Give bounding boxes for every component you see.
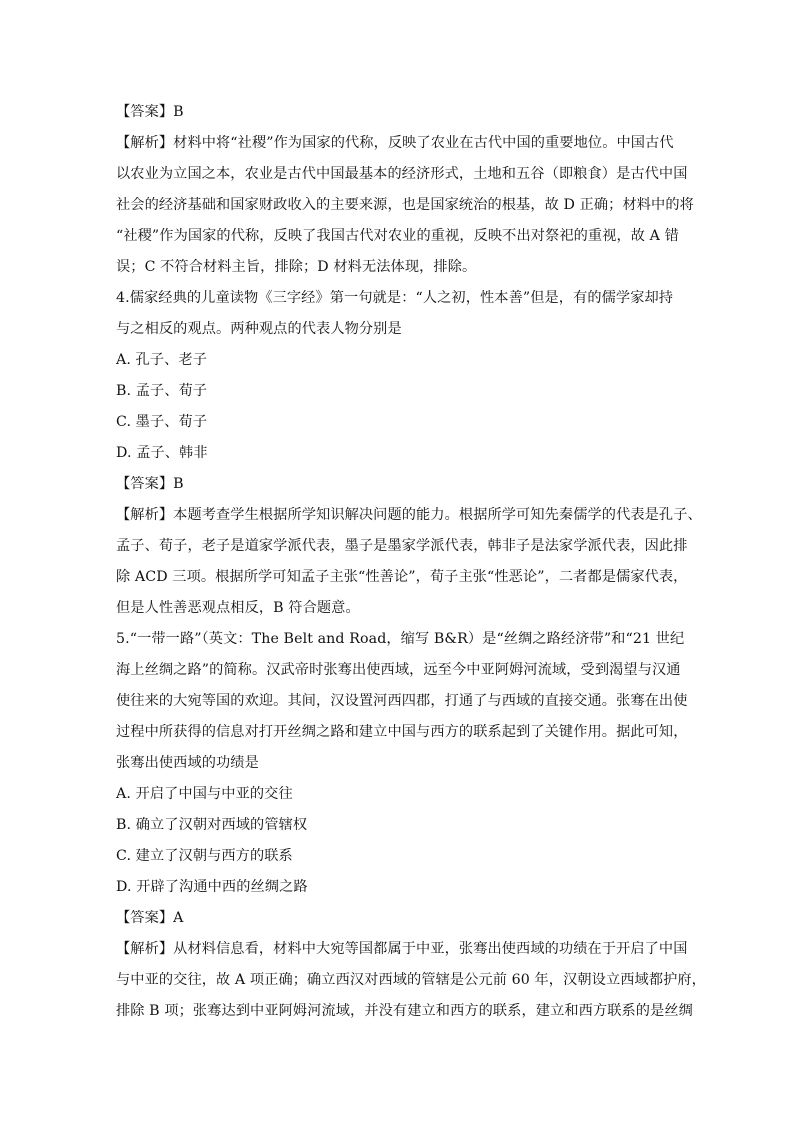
q5-option-a: A. 开启了中国与中亚的交往: [116, 786, 293, 802]
q5-analysis-line: 与中亚的交往，故 A 项正确；确立西汉对西域的管辖是公元前 60 年，汉朝设立西域都护府，: [116, 972, 706, 988]
q4-option-b: B. 孟子、荀子: [116, 383, 208, 399]
q4-analysis-line: 孟子、荀子，老子是道家学派代表，墨子是墨家学派代表，韩非子是法家学派代表，因此排: [116, 538, 688, 554]
q4-stem-line: 与之相反的观点。两种观点的代表人物分别是: [116, 321, 402, 337]
q5-stem-line: 过程中所获得的信息对打开丝绸之路和建立中国与西方的联系起到了关键作用。据此可知，: [116, 724, 688, 740]
q5-stem-line: 张骞出使西域的功绩是: [116, 755, 259, 771]
q4-analysis-line: 除 ACD 三项。根据所学可知孟子主张“性善论”，荀子主张“性恶论”，二者都是儒家代表，: [116, 569, 688, 585]
q5-option-b: B. 确立了汉朝对西域的管辖权: [116, 817, 308, 833]
q3-analysis-line: 以农业为立国之本，农业是古代中国最基本的经济形式，土地和五谷（即粮食）是古代中国: [116, 166, 688, 182]
q5-analysis-line: 排除 B 项；张骞达到中亚阿姆河流域，并没有建立和西方的联系，建立和西方联系的是丝绸: [116, 1003, 693, 1019]
q5-option-d: D. 开辟了沟通中西的丝绸之路: [116, 879, 308, 895]
q3-analysis-line: 【解析】材料中将“社稷”作为国家的代称，反映了农业在古代中国的重要地位。中国古代: [116, 135, 674, 151]
q3-analysis-line: 社会的经济基础和国家财政收入的主要来源，也是国家统治的根基，故 D 正确；材料中的将: [116, 197, 694, 213]
q5-answer: 【答案】A: [116, 910, 184, 926]
q4-analysis-line: 【解析】本题考查学生根据所学知识解决问题的能力。根据所学可知先秦儒学的代表是孔子、: [116, 507, 702, 523]
q4-option-c: C. 墨子、荀子: [116, 414, 208, 430]
q5-stem-line: 5.“一带一路”（英文：The Belt and Road，缩写 B&R）是“丝绸之路经济带”和“21 世纪: [116, 631, 685, 647]
q5-option-c: C. 建立了汉朝与西方的联系: [116, 848, 293, 864]
q4-answer: 【答案】B: [116, 476, 184, 492]
q3-analysis-line: 误；C 不符合材料主旨，排除；D 材料无法体现，排除。: [116, 259, 477, 275]
q4-stem-line: 4.儒家经典的儿童读物《三字经》第一句就是：“人之初，性本善”但是，有的儒学家却持: [116, 290, 674, 306]
q4-option-a: A. 孔子、老子: [116, 352, 208, 368]
q3-answer: 【答案】B: [116, 104, 184, 120]
q3-analysis-line: “社稷”作为国家的代称，反映了我国古代对农业的重视，反映不出对祭祀的重视，故 A 错: [116, 228, 679, 244]
q4-analysis-line: 但是人性善恶观点相反，B 符合题意。: [116, 600, 360, 616]
q5-stem-line: 海上丝绸之路”的简称。汉武帝时张骞出使西域，远至今中亚阿姆河流域，受到渴望与汉通: [116, 662, 681, 678]
q4-option-d: D. 孟子、韩非: [116, 445, 208, 461]
q5-stem-line: 使往来的大宛等国的欢迎。其间，汉设置河西四郡，打通了与西域的直接交通。张骞在出使: [116, 693, 688, 709]
document-page: [116, 97, 706, 1027]
q5-analysis-line: 【解析】从材料信息看，材料中大宛等国都属于中亚，张骞出使西域的功绩在于开启了中国: [116, 941, 688, 957]
